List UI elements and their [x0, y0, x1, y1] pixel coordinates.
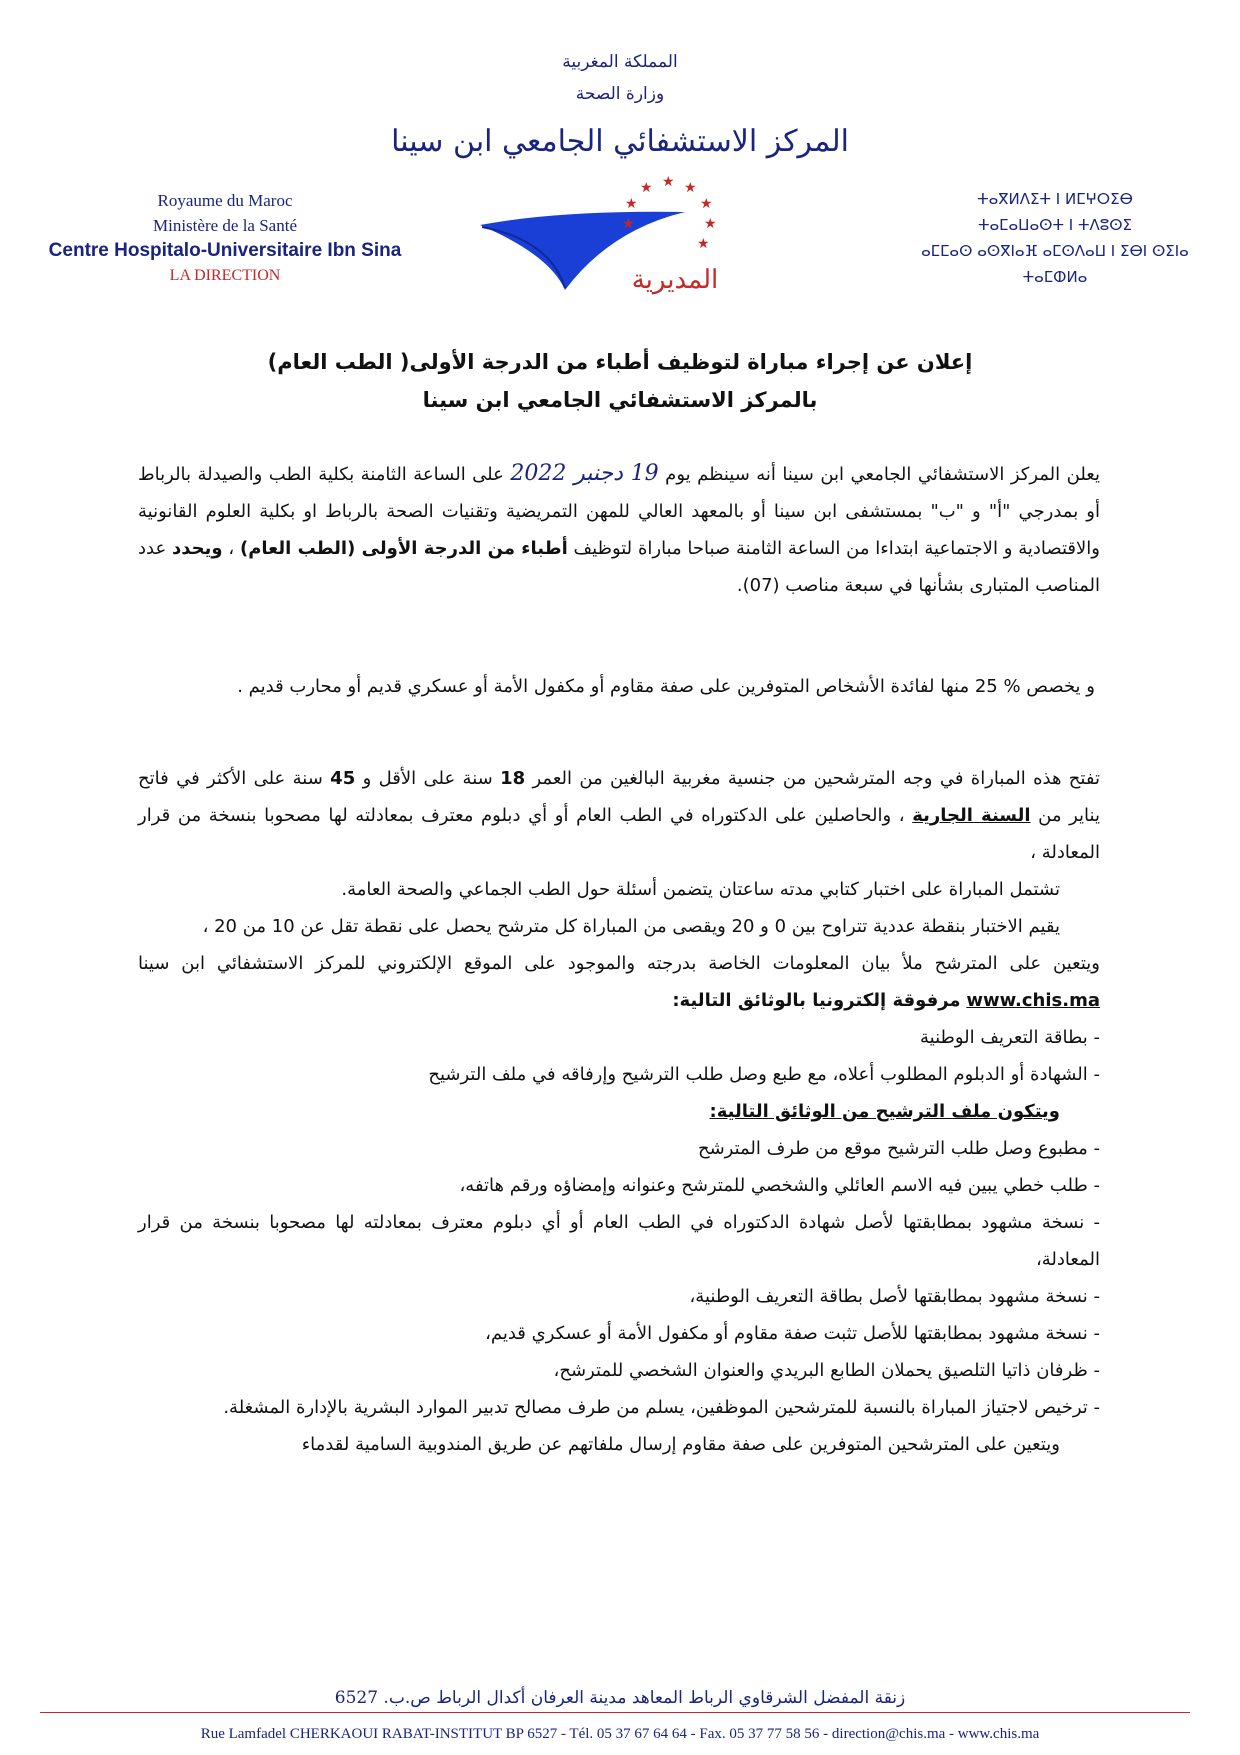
eligibility-text-a: تفتح هذه المباراة في وجه المترشحين من جنسية مغربية البالغين من العمر: [532, 768, 1100, 789]
intro-comma: ،: [228, 538, 235, 559]
svg-text:★: ★: [625, 196, 638, 212]
fr-center: Centre Hospitalo-Universitaire Ibn Sina: [48, 240, 402, 261]
kingdom-ar: المملكة المغربية: [562, 52, 678, 72]
list-item: - بطاقة التعريف الوطنية: [138, 1019, 1100, 1056]
dossier-docs-list: [138, 1130, 1100, 1426]
list-item: - ترخيص لاجتياز المباراة بالنسبة للمترشحين الموظفين، يسلم من طرف مصالح تدبير الموارد البشرية بالإدارة المشغلة.: [138, 1389, 1100, 1426]
quota-text: و يخصص % 25 منها لفائدة الأشخاص المتوفرين على صفة مقاوم أو مكفول الأمة أو عسكري قديم أو محارب قديم .: [237, 676, 1095, 697]
list-item: - الشهادة أو الدبلوم المطلوب أعلاه، مع طبع وصل طلب الترشيح وإرفاقه في ملف الترشيح: [138, 1056, 1100, 1093]
exam-description: تشتمل المباراة على اختبار كتابي مدته ساعتان يتضمن أسئلة حول الطب الجماعي والصحة العامة.: [341, 879, 1060, 900]
svg-text:★: ★: [697, 236, 710, 252]
center-name-ar: المركز الاستشفائي الجامعي ابن سينا: [391, 124, 849, 159]
fr-kingdom: Royaume du Maroc: [157, 191, 293, 210]
eligibility-text-b: سنة على الأقل و: [362, 768, 493, 789]
online-text-b: مرفوقة إلكترونيا بالوثائق التالية:: [672, 990, 961, 1011]
tifinagh-line-3: ⴰⵎⵎⴰⵙ ⴰⵙⴳⵏⴰⴼ ⴰⵎⵙⴷⴰⵡ ⵏ ⵉⴱⵏ ⵙⵉⵏⴰ: [921, 242, 1189, 260]
eligibility-text-d: ، والحاصلين على الدكتوراه في الطب العام أو أي دبلوم معترف بمعادلته لها مصحوبا بنسخة من قرار المعادلة ،: [138, 805, 1100, 863]
age-max: 45: [330, 768, 356, 789]
list-item: - طلب خطي يبين فيه الاسم العائلي والشخصي للمترشح وعنوانه وإمضاؤه ورقم هاتفه،: [138, 1167, 1100, 1204]
age-min: 18: [500, 768, 526, 789]
list-item: - ظرفان ذاتيا التلصيق يحملان الطابع البريدي والعنوان الشخصي للمترشح،: [138, 1352, 1100, 1389]
ministry-ar: وزارة الصحة: [575, 84, 665, 104]
chis-logo-icon: [470, 170, 770, 320]
eligibility-current-year: السنة الجارية: [912, 805, 1031, 826]
svg-text:★: ★: [622, 216, 635, 232]
svg-text:★: ★: [704, 216, 717, 232]
tifinagh-header: [880, 186, 1230, 290]
grading-description: يقيم الاختبار بنقطة عددية تتراوح بين 0 و 20 ويقصى من المباراة كل مترشح يحصل على نقطة تقل عن 10 من 20 ،: [202, 916, 1060, 937]
list-item: - نسخة مشهود بمطابقتها للأصل تثبت صفة مقاوم أو مكفول الأمة أو عسكري قديم،: [138, 1315, 1100, 1352]
online-docs-list: [138, 1019, 1100, 1093]
online-text-a: ويتعين على المترشح ملأ بيان المعلومات الخاصة بدرجته والموجود على الموقع الإلكتروني للمركز الاستشفائي ابن سينا: [138, 953, 1100, 974]
intro-text-d: عدد المناصب المتبارى بشأنها في سبعة مناصب (07).: [138, 538, 1100, 596]
website-link[interactable]: www.chis.ma: [966, 990, 1100, 1011]
french-header: [20, 188, 430, 288]
list-item: - نسخة مشهود بمطابقتها لأصل شهادة الدكتوراه في الطب العام أو أي دبلوم معترف بمعادلته لها مصحوبا بنسخة من قرار المعادلة،: [138, 1204, 1100, 1278]
tifinagh-line-2: ⵜⴰⵎⴰⵡⴰⵙⵜ ⵏ ⵜⴷⵓⵙⵉ: [977, 216, 1133, 234]
fr-direction: LA DIRECTION: [169, 267, 281, 284]
eligibility-text-c: سنة على الأكثر في فاتح يناير من: [138, 768, 1100, 826]
svg-text:★: ★: [640, 180, 653, 196]
dossier-heading: ويتكون ملف الترشيح من الوثائق التالية:: [709, 1101, 1060, 1122]
exam-date-handwritten: 19 دجنبر 2022: [510, 461, 659, 486]
svg-text:★: ★: [700, 196, 713, 212]
tifinagh-line-1: ⵜⴰⴳⵍⴷⵉⵜ ⵏ ⵍⵎⵖⵔⵉⴱ: [977, 190, 1133, 208]
intro-text-a: يعلن المركز الاستشفائي الجامعي ابن سينا أنه سينظم يوم: [665, 464, 1100, 485]
closing-paragraph: ويتعين على المترشحين المتوفرين على صفة مقاوم إرسال ملفاتهم عن طريق المندوبية السامية لقدماء: [301, 1434, 1060, 1455]
footer-address-fr: Rue Lamfadel CHERKAOUI RABAT-INSTITUT BP 6527 - Tél. 05 37 67 64 64 - Fax. 05 37 77 58 56 - direction@chis.ma - www.chis.ma: [200, 1726, 1040, 1742]
announcement-subtitle: بالمركز الاستشفائي الجامعي ابن سينا: [422, 388, 818, 412]
fr-ministry: Ministère de la Santé: [153, 216, 297, 235]
quota-paragraph: [150, 668, 1095, 705]
online-application: [138, 945, 1100, 1019]
announcement-title: إعلان عن إجراء مباراة لتوظيف أطباء من الدرجة الأولى( الطب العام): [267, 350, 973, 374]
list-item: - مطبوع وصل طلب الترشيح موقع من طرف المترشح: [138, 1130, 1100, 1167]
intro-position: أطباء من الدرجة الأولى (الطب العام): [239, 538, 568, 559]
intro-bold-verb: ويحدد: [172, 538, 223, 559]
footer-divider: [40, 1712, 1190, 1713]
eligibility-paragraph: [138, 760, 1100, 871]
tifinagh-line-4: ⵜⴰⵎⵀⵍⴰ: [1022, 268, 1088, 286]
footer-address-ar: زنقة المفضل الشرقاوي الرباط المعاهد مدينة العرفان أكدال الرباط ص.ب. 6527: [334, 1688, 906, 1708]
eligibility-section: [138, 760, 1100, 1463]
intro-paragraph: [138, 455, 1100, 604]
svg-text:★: ★: [684, 180, 697, 196]
intro-text-b: على الساعة الثامنة بكلية الطب والصيدلة بالرباط أو بمدرجي "أ" و "ب" بمستشفى ابن سينا أو بالمعهد العالي للمهن التمريضية وتقنيات الصحة بالرباط او بكلية العلوم القانونية والاقتصادية و الاجتماعية ابتداءا من الساعة الثامنة صباحا مباراة لتوظيف: [138, 464, 1100, 559]
svg-text:★: ★: [662, 174, 675, 190]
direction-stamp-ar: المديرية: [631, 265, 719, 295]
list-item: - نسخة مشهود بمطابقتها لأصل بطاقة التعريف الوطنية،: [138, 1278, 1100, 1315]
